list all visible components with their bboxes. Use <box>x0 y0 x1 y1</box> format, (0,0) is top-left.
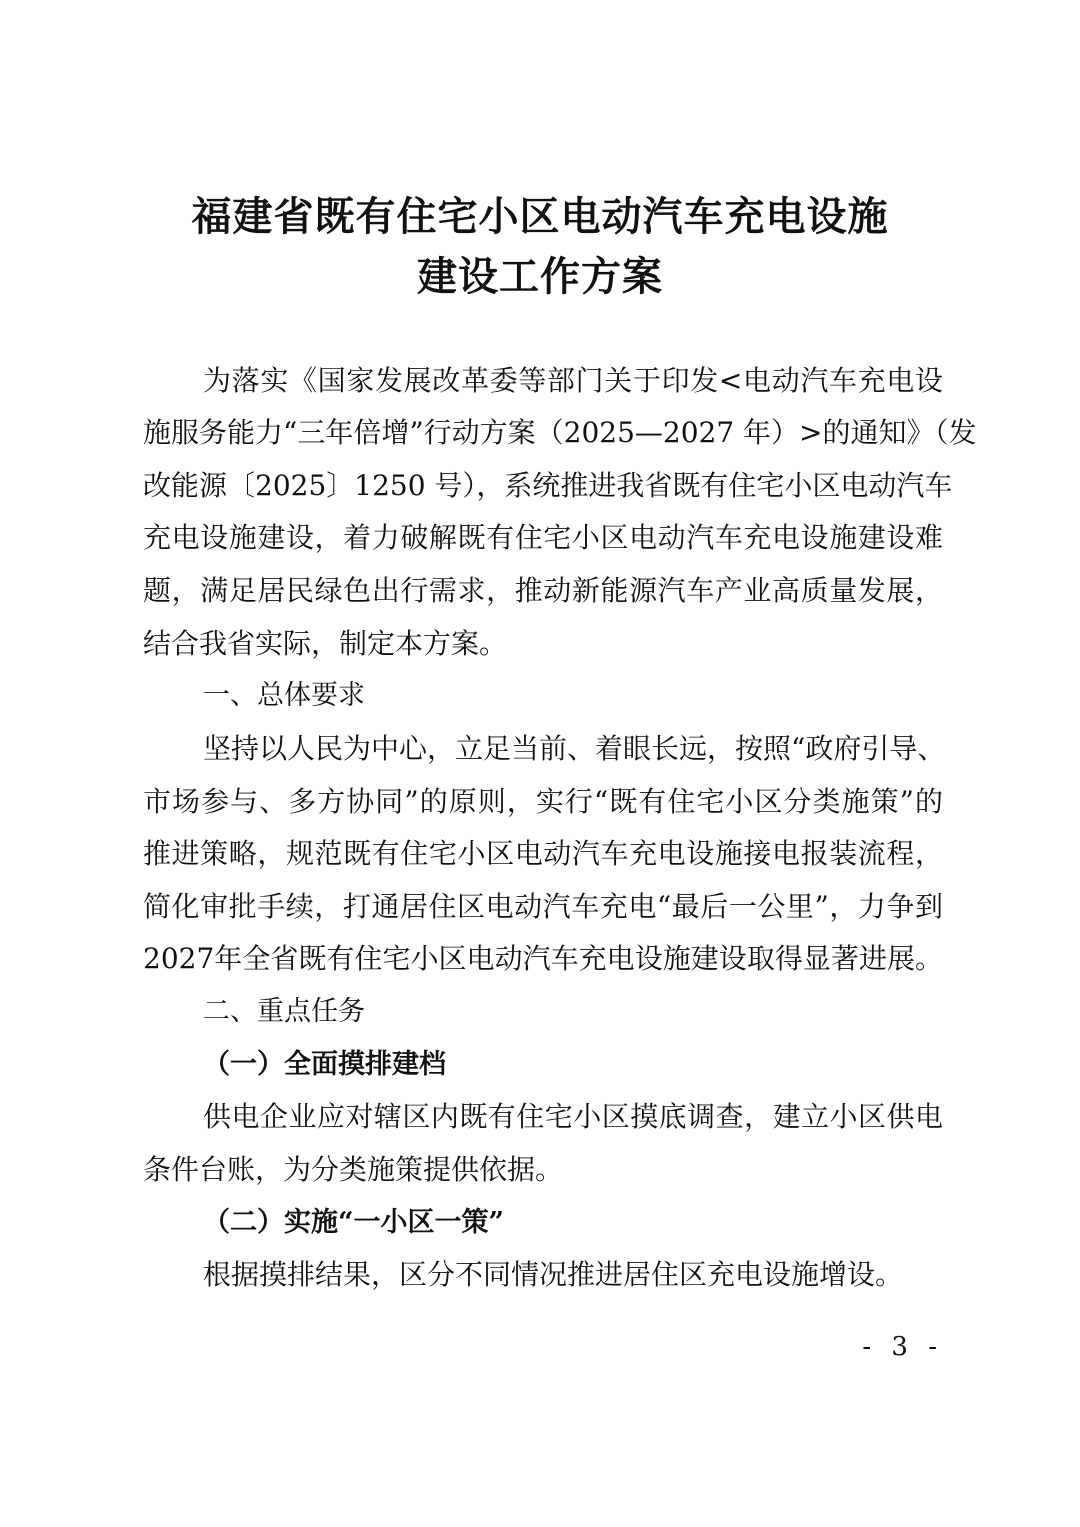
subsection-heading-survey: （一）全面摸排建档 <box>203 1049 446 1080</box>
page-number: - 3 - <box>862 1332 943 1362</box>
paragraph-line: 为落实《国家发展改革委等部门关于印发<电动汽车充电设 <box>203 364 943 397</box>
paragraph-line: 推进策略，规范既有住宅小区电动汽车充电设施接电报装流程， <box>143 837 943 870</box>
paragraph-line: 坚持以人民为中心，立足当前、着眼长远，按照“政府引导、 <box>203 732 946 765</box>
paragraph-line: 结合我省实际，制定本方案。 <box>143 627 508 660</box>
section-heading-key-tasks: 二、重点任务 <box>203 996 365 1027</box>
paragraph-line: 题，满足居民绿色出行需求，推动新能源汽车产业高质量发展， <box>143 574 943 607</box>
subsection-heading-one-policy: （二）实施“一小区一策” <box>203 1207 505 1238</box>
paragraph-line: 施服务能力“三年倍增”行动方案（2025—2027 年）>的通知》（发 <box>143 416 977 449</box>
paragraph-line: 简化审批手续，打通居住区电动汽车充电“最后一公里”，力争到 <box>143 890 943 923</box>
paragraph-line: 充电设施建设，着力破解既有住宅小区电动汽车充电设施建设难 <box>143 521 943 554</box>
paragraph-line: 改能源〔2025〕1250 号），系统推进我省既有住宅小区电动汽车 <box>143 469 953 502</box>
paragraph-line: 2027年全省既有住宅小区电动汽车充电设施建设取得显著进展。 <box>143 942 943 975</box>
paragraph-line: 条件台账，为分类施策提供依据。 <box>143 1153 564 1186</box>
document-title-line-1: 福建省既有住宅小区电动汽车充电设施 <box>191 193 889 240</box>
document-title-line-2: 建设工作方案 <box>417 253 663 300</box>
paragraph-line: 市场参与、多方协同”的原则，实行“既有住宅小区分类施策”的 <box>143 785 943 818</box>
section-heading-general-requirements: 一、总体要求 <box>203 680 365 711</box>
paragraph-line: 根据摸排结果，区分不同情况推进居住区充电设施增设。 <box>203 1258 904 1291</box>
paragraph-line: 供电企业应对辖区内既有住宅小区摸底调查，建立小区供电 <box>203 1100 943 1133</box>
